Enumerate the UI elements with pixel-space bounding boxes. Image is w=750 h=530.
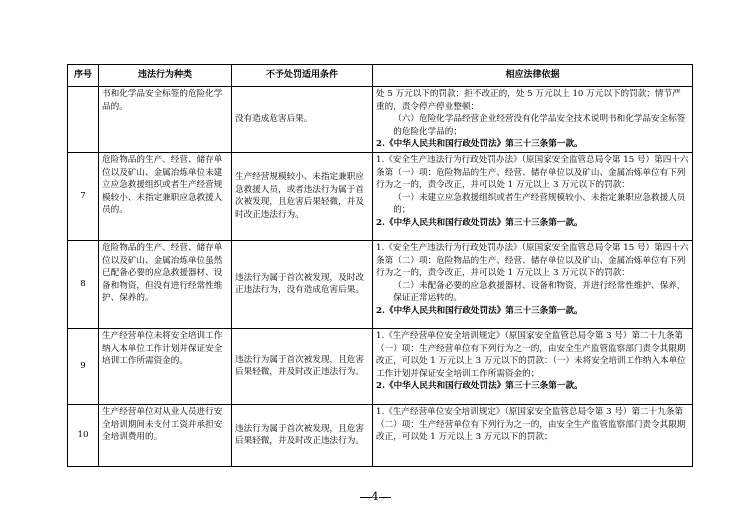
legal-basis-paragraph: 2.《中华人民共和国行政处罚法》第三十三条第一款。 — [376, 217, 583, 228]
condition-cell: 违法行为属于首次被发现，且危害后果轻微，并及时改正违法行为。 — [232, 404, 373, 466]
row-serial-number: 7 — [68, 152, 99, 240]
header-violation-type: 违法行为种类 — [99, 65, 232, 87]
violation-type-cell: 危险物品的生产、经营、储存单位以及矿山、金属冶炼单位虽然已配备必要的应急救援器材、设备和物资，但没有进行经常性维护、保养的。 — [99, 240, 232, 328]
table-row — [68, 404, 693, 466]
condition-cell: 违法行为属于首次被发现，及时改正违法行为，没有造成危害后果。 — [232, 240, 373, 328]
footer-dash-right — [379, 497, 391, 498]
table-header-row — [68, 65, 693, 87]
legal-basis-paragraph: （一）未建立应急救援组织或者生产经营规模较小、未指定兼职应急救援人员的； — [393, 192, 686, 216]
header-conditions: 不予处罚适用条件 — [232, 65, 373, 87]
page-footer — [0, 490, 750, 503]
legal-basis-paragraph: 2.《中华人民共和国行政处罚法》第三十三条第一款。 — [376, 381, 583, 392]
legal-basis-paragraph: 1.《安全生产违法行为行政处罚办法》（原国家安全监管总局令第 15 号）第四十六条第（二）项：危险物品的生产、经营、储存单位以及矿山、金属冶炼单位有下列行为之一的，责令改正，并可以处 1 万元以上 3 万元以下的罚款： — [376, 242, 689, 279]
violation-type-cell: 生产经营单位未将安全培训工作纳入本单位工作计划并保证安全培训工作所需资金的。 — [99, 328, 232, 404]
legal-basis-cell — [373, 404, 693, 466]
legal-basis-cell — [373, 328, 693, 404]
row-serial-number: 9 — [68, 328, 99, 404]
row-serial-number: 8 — [68, 240, 99, 328]
row-serial-number — [68, 87, 99, 153]
legal-basis-cell — [373, 240, 693, 328]
header-legal-basis: 相应法律依据 — [373, 65, 693, 87]
page-number: 4 — [371, 490, 379, 503]
legal-basis-paragraph: 1.《生产经营单位安全培训规定》（原国家安全监管总局令第 3 号）第二十九条第（二）项：生产经营单位有下列行为之一的，由安全生产监管监察部门责令其限期改正，可以处 1 万元以上 3 万元以下的罚款； — [376, 406, 686, 443]
legal-basis-paragraph: 处 5 万元以下的罚款；拒不改正的，处 5 万元以上 10 万元以下的罚款；情节严重的，责令停产停业整顿： — [376, 89, 681, 112]
legal-basis-paragraph: 1.《生产经营单位安全培训规定》（原国家安全监管总局令第 3 号）第二十九条第（一）项：生产经营单位有下列行为之一的，由安全生产监管监察部门责令其限期改正，可以处 1 万元以上 3 万元以下的罚款：（一）未将安全培训工作纳入本单位工作计划并保证安全培训工作所需资金的； — [376, 330, 686, 379]
violation-type-cell: 危险物品的生产、经营、储存单位以及矿山、金属冶炼单位未建立应急救援组织或者生产经营规模较小、未指定兼职应急救援人员的。 — [99, 152, 232, 240]
condition-cell: 生产经营规模较小、未指定兼职应急救援人员，或者违法行为属于首次被发现，且危害后果轻微，并及时改正违法行为。 — [232, 152, 373, 240]
footer-dash-left — [360, 497, 372, 498]
violation-type-cell: 生产经营单位对从业人员进行安全培训期间未支付工资并承担安全培训费用的。 — [99, 404, 232, 466]
legal-basis-cell — [373, 152, 693, 240]
header-serial: 序号 — [68, 65, 99, 87]
legal-basis-paragraph: 2.《中华人民共和国行政处罚法》第三十三条第一款。 — [376, 305, 583, 316]
row-serial-number: 10 — [68, 404, 99, 466]
table-row — [68, 240, 693, 328]
table-row — [68, 152, 693, 240]
legal-basis-cell — [373, 87, 693, 153]
legal-basis-paragraph: 1.《安全生产违法行为行政处罚办法》（原国家安全监管总局令第 15 号）第四十六条第（一）项：危险物品的生产、经营、储存单位以及矿山、金属冶炼单位有下列行为之一的，责令改正，并可以处 1 万元以上 3 万元以下的罚款： — [376, 154, 689, 191]
condition-cell: 违法行为属于首次被发现，且危害后果轻微，并及时改正违法行为。 — [232, 328, 373, 404]
table-row — [68, 328, 693, 404]
legal-basis-paragraph: 2.《中华人民共和国行政处罚法》第三十三条第一款。 — [376, 139, 583, 150]
penalty-table — [67, 64, 693, 467]
condition-cell: 没有造成危害后果。 — [232, 87, 373, 153]
legal-basis-paragraph: （六）危险化学品经营企业经营没有化学品安全技术说明书和化学品安全标签的危险化学品的； — [393, 114, 686, 137]
legal-basis-paragraph: （二）未配备必要的应急救援器材、设备和物资，并进行经常性维护、保养，保证正常运转的。 — [393, 280, 686, 304]
table-row — [68, 87, 693, 153]
violation-type-cell: 书和化学品安全标签的危险化学品的。 — [99, 87, 232, 153]
